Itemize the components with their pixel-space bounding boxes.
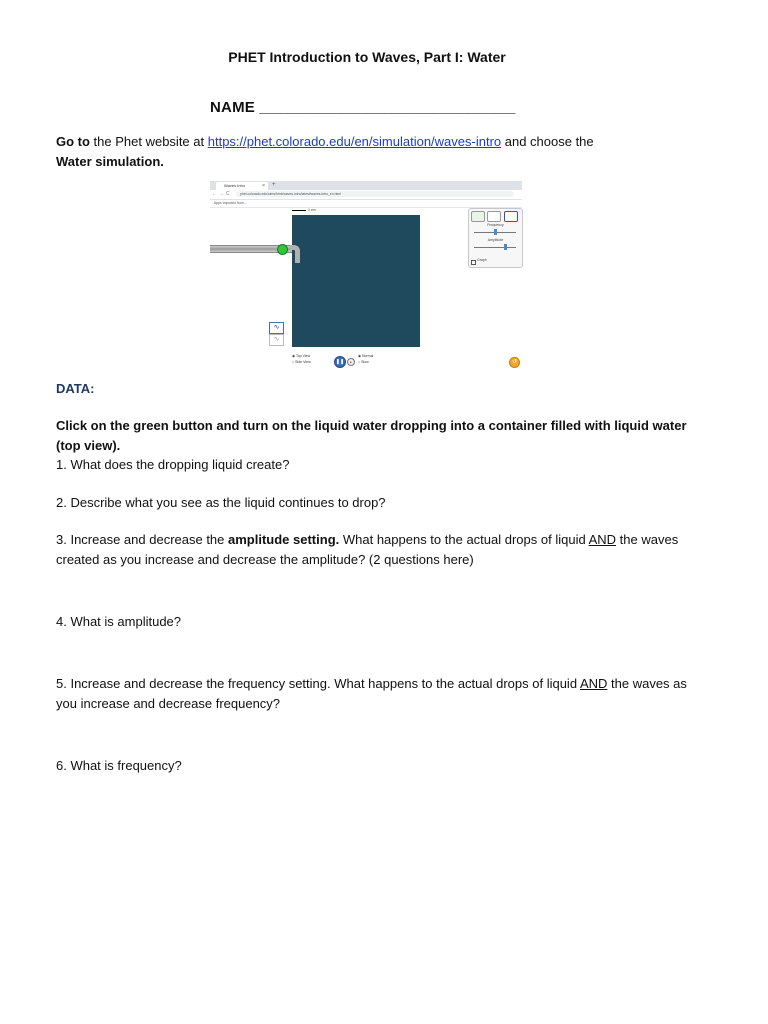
slow-label: Slow [361, 360, 369, 364]
scene-icons [471, 211, 519, 221]
q5-text-a: 5. Increase and decrease the frequency setting. What happens to the actual drops of liquid [56, 676, 580, 691]
water-sim-label: Water simulation. [56, 154, 164, 169]
amplitude-label: Amplitude [487, 238, 504, 242]
phet-link[interactable]: https://phet.colorado.edu/en/simulation/waves-intro [207, 134, 502, 149]
q3-text-c: What happens to the actual drops of liquid [339, 532, 589, 547]
question-1: 1. What does the dropping liquid create? [56, 457, 290, 472]
tab-title: Waves Intro [224, 183, 246, 188]
frequency-knob [494, 229, 497, 235]
question-6: 6. What is frequency? [56, 758, 182, 773]
q5-text-b: the waves as you increase and decrease frequency? [56, 676, 687, 711]
new-tab-icon: + [272, 182, 276, 188]
pause-icon: ❚❚ [334, 356, 346, 368]
drop-icon [471, 211, 485, 222]
q3-and: AND [588, 532, 617, 547]
reset-icon: ↺ [509, 357, 520, 368]
url-field: phet.colorado.edu/sims/html/waves-intro/latest/waves-intro_en.html [236, 191, 514, 197]
wave-view-buttons [269, 322, 283, 346]
bookmarks-bar: Apps Imported from... [210, 200, 522, 208]
address-bar [210, 190, 522, 200]
frequency-slider [474, 232, 516, 233]
top-view-radio: ◉ Top View [292, 354, 311, 358]
scale-bar [292, 210, 306, 211]
q3-amplitude-setting: amplitude setting. [228, 532, 340, 547]
graph-checkbox [471, 260, 476, 265]
intro-paragraph [56, 132, 706, 172]
question-3 [56, 530, 706, 570]
intro-text: the Phet website at [89, 134, 208, 149]
wave-icon: ∿ [269, 322, 284, 334]
slow-radio: ○ Slow [358, 360, 369, 364]
question-2: 2. Describe what you see as the liquid continues to drop? [56, 495, 386, 510]
water-tank [292, 215, 420, 347]
question-4: 4. What is amplitude? [56, 614, 182, 629]
close-icon: × [262, 183, 265, 189]
browser-tab-bar [210, 181, 522, 190]
wave-alt-icon: ∿ [269, 334, 284, 346]
normal-radio: ◉ Normal [358, 354, 374, 358]
name-line: NAME ______________________________ [210, 99, 516, 116]
sim-area [210, 208, 522, 371]
side-view-radio: ○ Side View [292, 360, 311, 364]
side-view-label: Side View [295, 360, 311, 364]
data-heading: DATA: [56, 381, 95, 396]
page-title: PHET Introduction to Waves, Part I: Water [228, 49, 506, 65]
q3-text-a: 3. Increase and decrease the [56, 532, 229, 547]
instruction-text: Click on the green button and turn on the liquid water dropping into a container filled with liquid water (top view). [56, 418, 687, 453]
question-5 [56, 674, 706, 714]
go-to-label: Go to [56, 134, 90, 149]
simulation-screenshot [210, 181, 524, 371]
scale-label: 1 cm [308, 208, 316, 212]
step-icon: ▸ [347, 358, 355, 366]
tape-icon [504, 211, 518, 222]
faucet-elbow [290, 245, 300, 263]
graph-label: Graph [477, 258, 487, 262]
normal-label: Normal [362, 354, 374, 358]
browser-tab [216, 182, 268, 190]
q3-text-d: the waves created as you increase and decrease the amplitude? (2 questions here) [56, 532, 679, 567]
green-faucet-button [277, 244, 288, 255]
control-panel [468, 208, 523, 268]
nav-arrows-icon: ←→C [212, 191, 232, 197]
intro-text-2: and choose the [501, 134, 594, 149]
meter-icon [487, 211, 501, 222]
amplitude-knob [504, 244, 507, 250]
top-view-label: Top View [295, 354, 311, 358]
amplitude-slider [474, 247, 516, 248]
q5-and: AND [579, 676, 608, 691]
frequency-label: Frequency [487, 223, 504, 227]
